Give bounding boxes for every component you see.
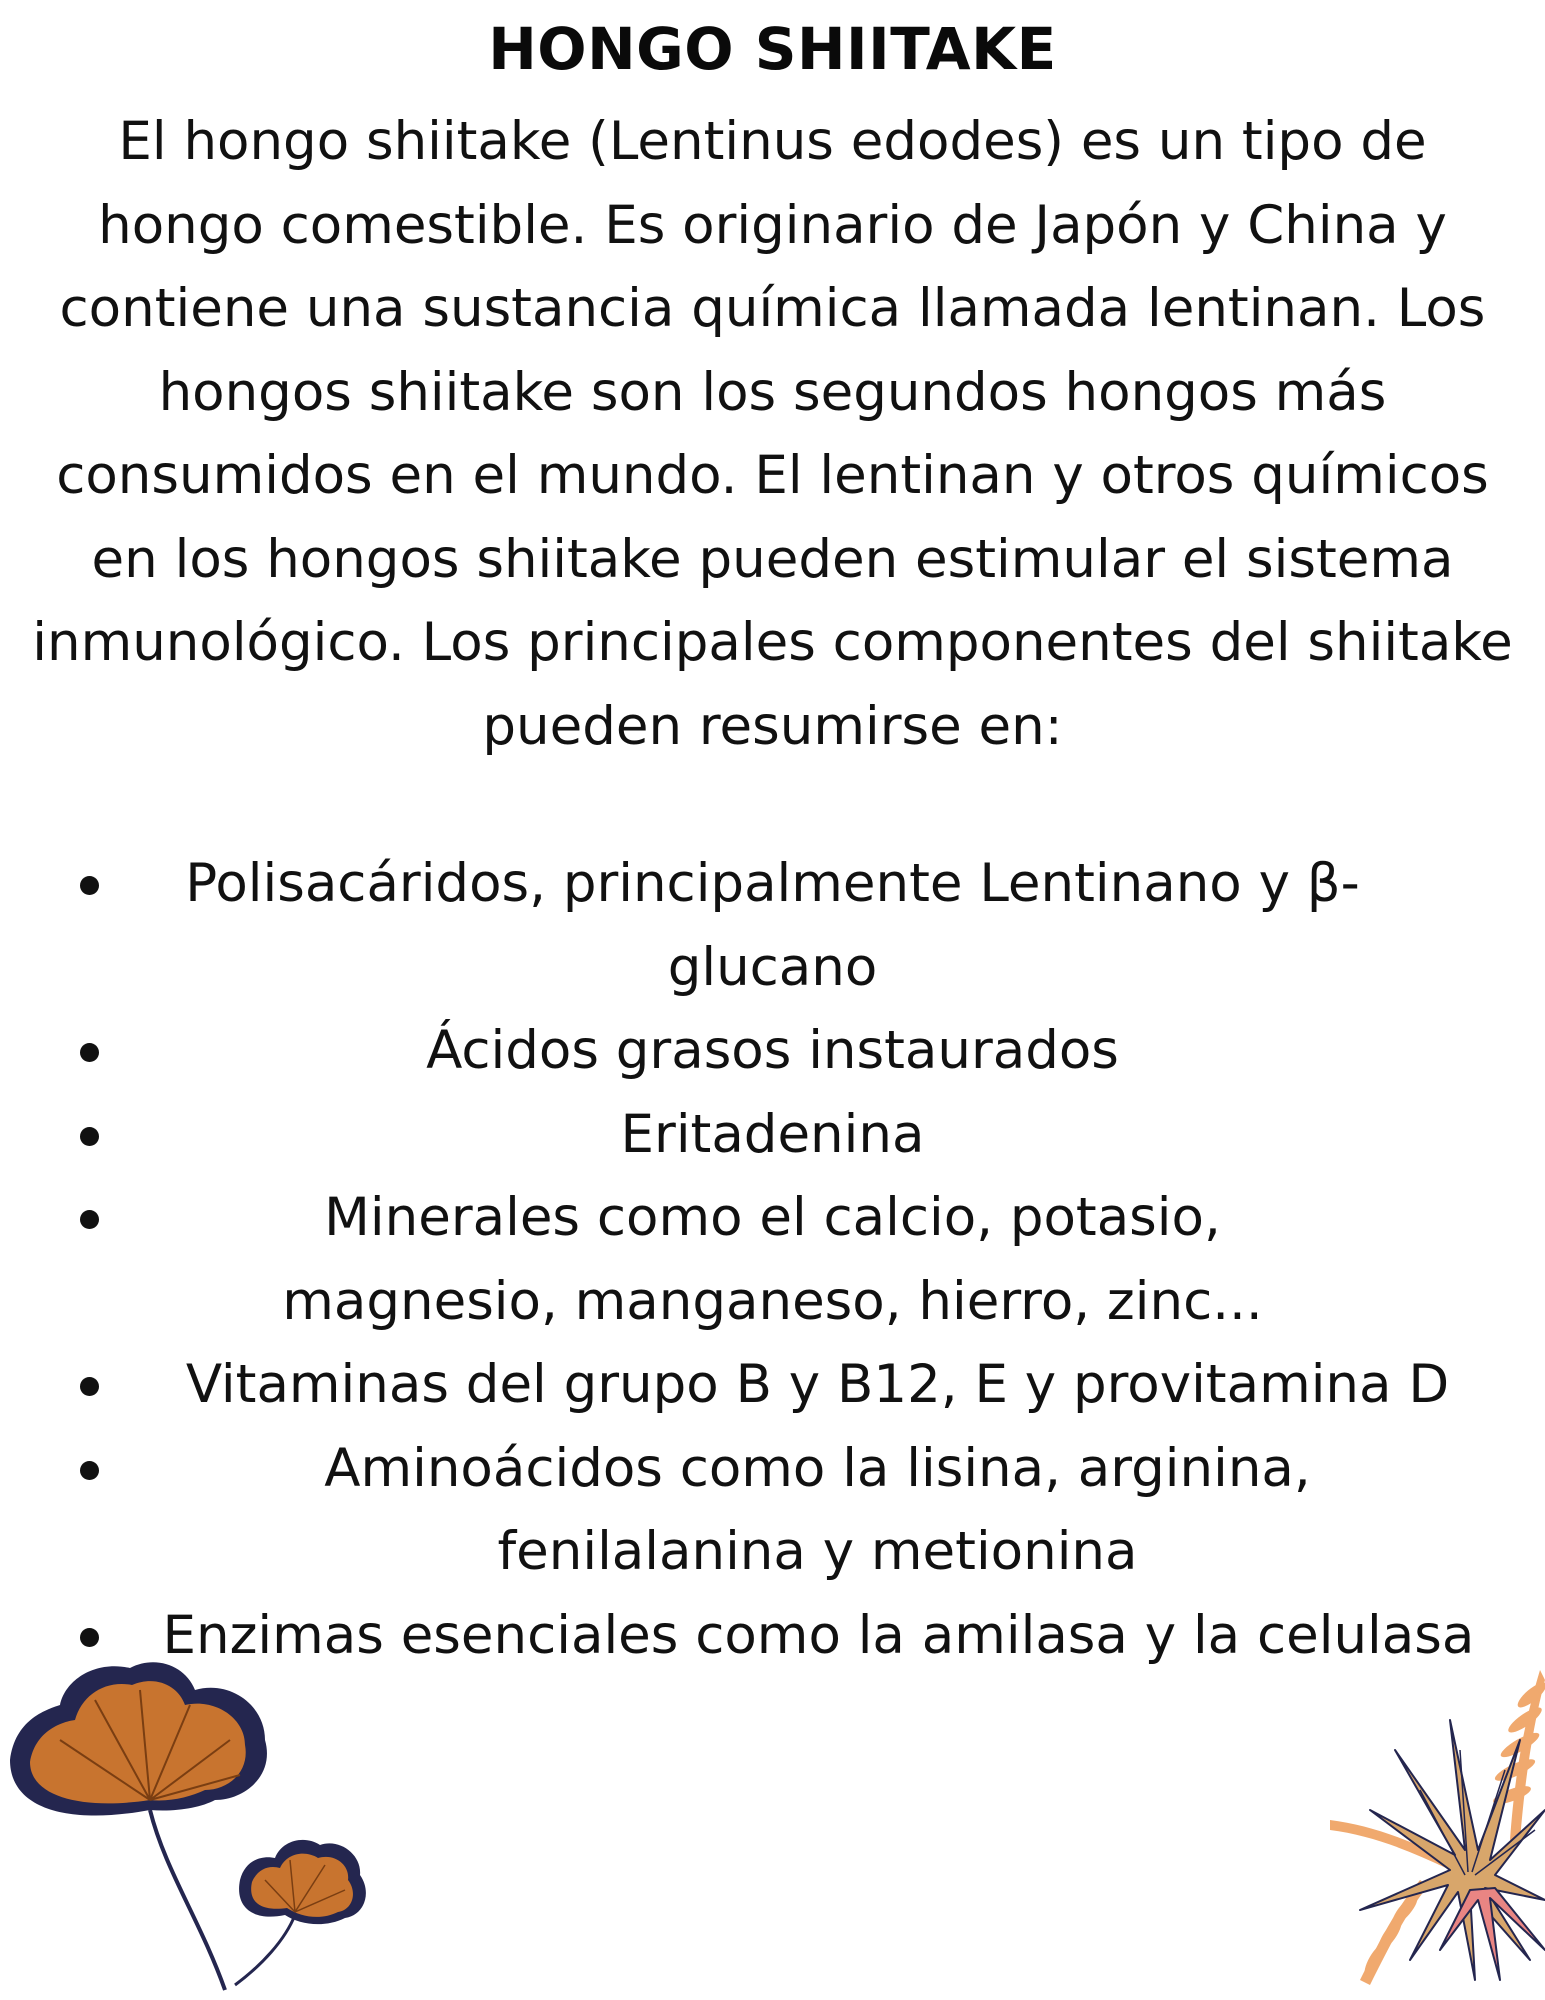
bullet-icon	[80, 1127, 99, 1146]
intro-paragraph: El hongo shiitake (Lentinus edodes) es un tipo de hongo comestible. Es originario de Japón y China y contiene una sustancia química llamada lentinan. Los hongos shiitake son los segundos hongos más consumidos en el mundo. El lentinan y otros químicos en los hongos shiitake pueden estimular el sistema inmunológico. Los principales componentes del shiitake pueden resumirse en:	[32, 111, 1513, 757]
bullet-icon	[80, 1377, 99, 1396]
fern-flower-icon	[1300, 1660, 1545, 2000]
list-item-text: Polisacáridos, principalmente Lentinano y β-glucano	[185, 853, 1360, 998]
list-item-text: Minerales como el calcio, potasio, magnesio, manganeso, hierro, zinc...	[282, 1187, 1263, 1332]
list-item	[0, 1176, 1545, 1343]
bullet-icon	[80, 876, 99, 895]
components-list	[0, 842, 1545, 1677]
leaf-branch-icon	[0, 1660, 400, 2000]
list-item-text: Vitaminas del grupo B y B12, E y provitamina D	[185, 1354, 1450, 1415]
large-leaf-icon	[10, 1662, 267, 1990]
list-item	[0, 842, 1545, 1009]
list-item	[0, 1009, 1545, 1093]
list-item-text: Ácidos grasos instaurados	[426, 1020, 1119, 1081]
list-item	[0, 1343, 1545, 1427]
list-item-text: Eritadenina	[620, 1103, 925, 1165]
list-item-text: Enzimas esenciales como la amilasa y la celulasa	[162, 1604, 1475, 1666]
bullet-icon	[80, 1461, 99, 1480]
small-leaf-icon	[235, 1840, 366, 1985]
bullet-icon	[80, 1210, 99, 1229]
list-item	[0, 1093, 1545, 1177]
bullet-icon	[80, 1043, 99, 1062]
page-title: HONGO SHIITAKE	[488, 15, 1057, 83]
bullet-icon	[80, 1628, 99, 1647]
list-item	[0, 1427, 1545, 1594]
list-item-text: Aminoácidos como la lisina, arginina, fenilalanina y metionina	[324, 1437, 1311, 1582]
